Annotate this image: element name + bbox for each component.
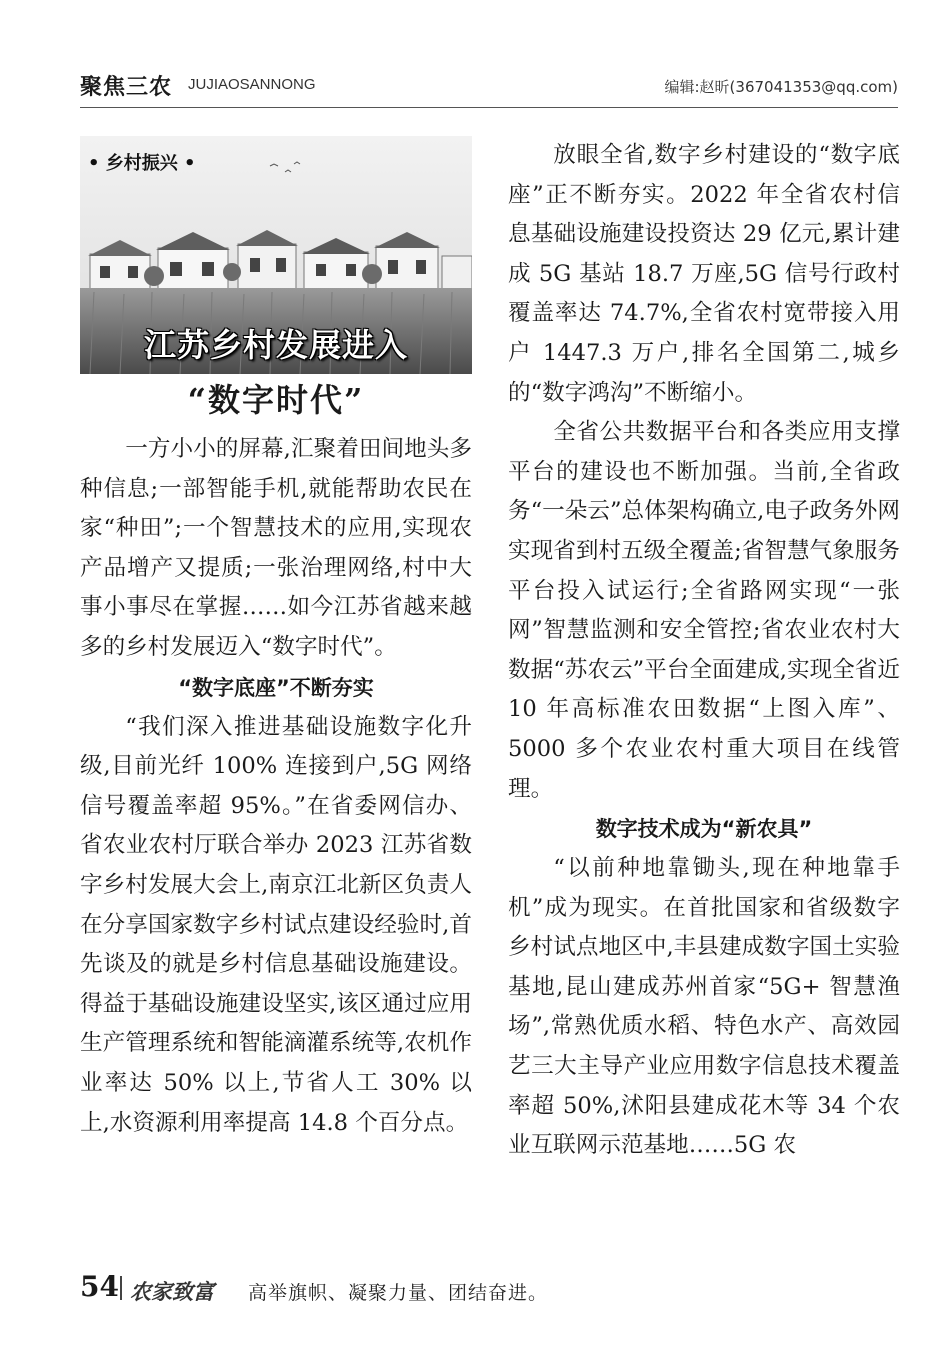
editor-credit: 编辑:赵昕(367041353@qq.com) bbox=[664, 78, 898, 96]
intro-paragraph: 一方小小的屏幕,汇聚着田间地头多种信息;一部智能手机,就能帮助农民在家“种田”;一个智慧技术的应用,实现农产品增产又提质;一张治理网络,村中大事小事尽在掌握……如今江苏省越来越多的乡村发展迈入“数字时代”。 bbox=[80, 436, 472, 660]
page-header bbox=[80, 70, 898, 102]
magazine-name: 农家致富 bbox=[130, 1279, 214, 1304]
footer-divider bbox=[120, 1276, 122, 1300]
subhead-digital-foundation: “数字底座”不断夯实 bbox=[178, 675, 374, 700]
page-number: 54 bbox=[80, 1270, 119, 1303]
headline-line1: 江苏乡村发展进入 bbox=[143, 326, 408, 364]
right-column bbox=[508, 136, 900, 1166]
footer-slogan: 高举旗帜、凝聚力量、团结奋进。 bbox=[248, 1282, 549, 1304]
left-column bbox=[80, 136, 472, 1143]
hero-image bbox=[80, 136, 472, 374]
header-rule bbox=[80, 107, 898, 108]
body-paragraph: 全省公共数据平台和各类应用支撑平台的建设也不断加强。当前,全省政务“一朵云”总体架构确立,电子政务外网实现省到村五级全覆盖;省智慧气象服务平台投入试运行;全省路网实现“一张网”智慧监测和安全管控;省农业农村大数据“苏农云”平台全面建成,实现全省近 10 年高标准农田数据“上图入库”、5000 多个农业农村重大项目在线管理。 bbox=[508, 419, 900, 802]
body-paragraph: 放眼全省,数字乡村建设的“数字底座”正不断夯实。2022 年全省农村信息基础设施建设投资达 29 亿元,累计建成 5G 基站 18.7 万座,5G 信号行政村覆盖率达 74.7%,全省农村宽带接入用户 1447.3 万户,排名全国第二,城乡的“数字鸿沟”不断缩小。 bbox=[508, 142, 900, 406]
body-paragraph: “我们深入推进基础设施数字化升级,目前光纤 100% 连接到户,5G 网络信号覆盖率超 95%。”在省委网信办、省农业农村厅联合举办 2023 江苏省数字乡村发展大会上,南京江北新区负责人在分享国家数字乡村试点建设经验时,首先谈及的就是乡村信息基础设施建设。得益于基础设施建设坚实,该区通过应用生产管理系统和智能滴灌系统等,农机作业率达 50% 以上,节省人工 30% 以上,水资源利用率提高 14.8 个百分点。 bbox=[80, 713, 472, 1136]
headline-line2: “数字时代” bbox=[187, 381, 365, 419]
section-title: 聚焦三农 bbox=[80, 75, 173, 100]
body-paragraph: “以前种地靠锄头,现在种地靠手机”成为现实。在首批国家和省级数字乡村试点地区中,丰县建成数字国土实验基地,昆山建成苏州首家“5G+ 智慧渔场”,常熟优质水稻、特色水产、高效园艺三大主导产业应用数字信息技术覆盖率超 50%,沭阳县建成花木等 34 个农业互联网示范基地……5G 农 bbox=[508, 855, 900, 1159]
section-pinyin: JUJIAOSANNONG bbox=[188, 76, 316, 93]
section-tag: • 乡村振兴 • bbox=[88, 153, 196, 174]
subhead-new-tools: 数字技术成为“新农具” bbox=[595, 817, 813, 842]
